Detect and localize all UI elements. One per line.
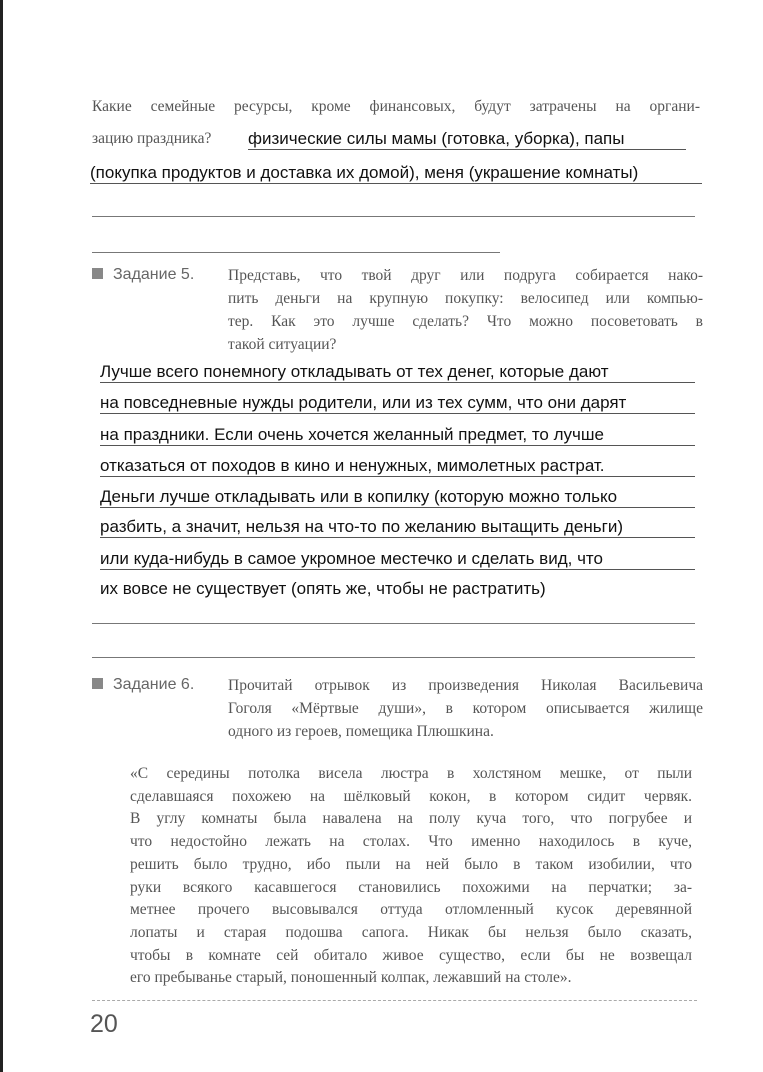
quote-line: чтобы в комнате сей обитало живое существо, если бы не возвещал: [130, 947, 692, 964]
question-line-1: Какие семейные ресурсы, кроме финансовых, будут затрачены на органи-: [92, 98, 700, 115]
quote-line: руки всякого касавшегося становились похожими на перчатки; за-: [130, 879, 692, 896]
quote-line: метнее прочего высовывался оттуда отломленный кусок деревянной: [130, 901, 692, 918]
task5-text: тер. Как это лучше сделать? Что можно посоветовать в: [228, 313, 703, 330]
quote-line: его пребыванье старый, поношенный колпак, лежавший на столе».: [130, 969, 572, 986]
task6-label-text: Задание 6.: [113, 676, 195, 693]
scan-edge: [0, 0, 3, 1072]
quote-line: В углу комнаты была навалена на полу куча того, что погрубее и: [130, 810, 692, 827]
page-number: 20: [90, 1010, 118, 1038]
answer-line: Лучше всего понемногу откладывать от тех денег, которые дают: [100, 362, 695, 383]
task6-text: Гоголя «Мёртвые души», в котором описывается жилище: [228, 700, 703, 717]
answer-line: отказаться от походов в кино и ненужных, мимолетных растрат.: [100, 456, 695, 477]
blank-line: [92, 252, 500, 253]
blank-line: [92, 657, 695, 658]
quote-line: «С середины потолка висела люстра в холстяном мешке, от пыли: [130, 765, 692, 782]
task6-label: [92, 676, 194, 694]
question-line-2: зацию праздника?: [92, 130, 212, 147]
answer-line: на праздники. Если очень хочется желанный предмет, то лучше: [100, 425, 695, 446]
answer-line: Деньги лучше откладывать или в копилку (которую можно только: [100, 487, 695, 508]
answer-line: их вовсе не существует (опять же, чтобы не растратить): [100, 579, 546, 598]
task6-text: Прочитай отрывок из произведения Николая Васильевича: [228, 677, 703, 694]
task5-label: [92, 266, 194, 284]
task5-text: такой ситуации?: [228, 336, 337, 353]
quote-line: решить было трудно, ибо пыли на ней было в таком изобилии, что: [130, 856, 692, 873]
answer-line: или куда-нибудь в самое укромное местечко и сделать вид, что: [100, 549, 695, 570]
bullet-icon: [92, 268, 103, 279]
blank-line: [92, 216, 695, 217]
answer-line: на повседневные нужды родители, или из тех сумм, что они дарят: [100, 393, 695, 414]
answer-line: разбить, а значит, нельзя на что-то по желанию вытащить деньги): [100, 517, 695, 538]
task5-text: Представь, что твой друг или подруга собирается нако-: [228, 267, 703, 284]
answer-line: физические силы мамы (готовка, уборка), папы: [248, 129, 686, 150]
bullet-icon: [92, 678, 103, 689]
task6-text: одного из героев, помещика Плюшкина.: [228, 723, 494, 740]
blank-line: [92, 623, 695, 624]
task5-text: пить деньги на крупную покупку: велосипед или компью-: [228, 290, 703, 307]
scan-artifact-line: [92, 1000, 697, 1001]
quote-line: лопаты и старая подошва сапога. Никак бы нельзя было сказать,: [130, 924, 692, 941]
quote-line: что недостойно лежать на столах. Что именно находилось в куче,: [130, 833, 692, 850]
answer-line: (покупка продуктов и доставка их домой), меня (украшение комнаты): [90, 163, 702, 184]
quote-line: сделавшаяся похожею на шёлковый кокон, в котором сидит червяк.: [130, 788, 692, 805]
task5-label-text: Задание 5.: [113, 266, 195, 283]
